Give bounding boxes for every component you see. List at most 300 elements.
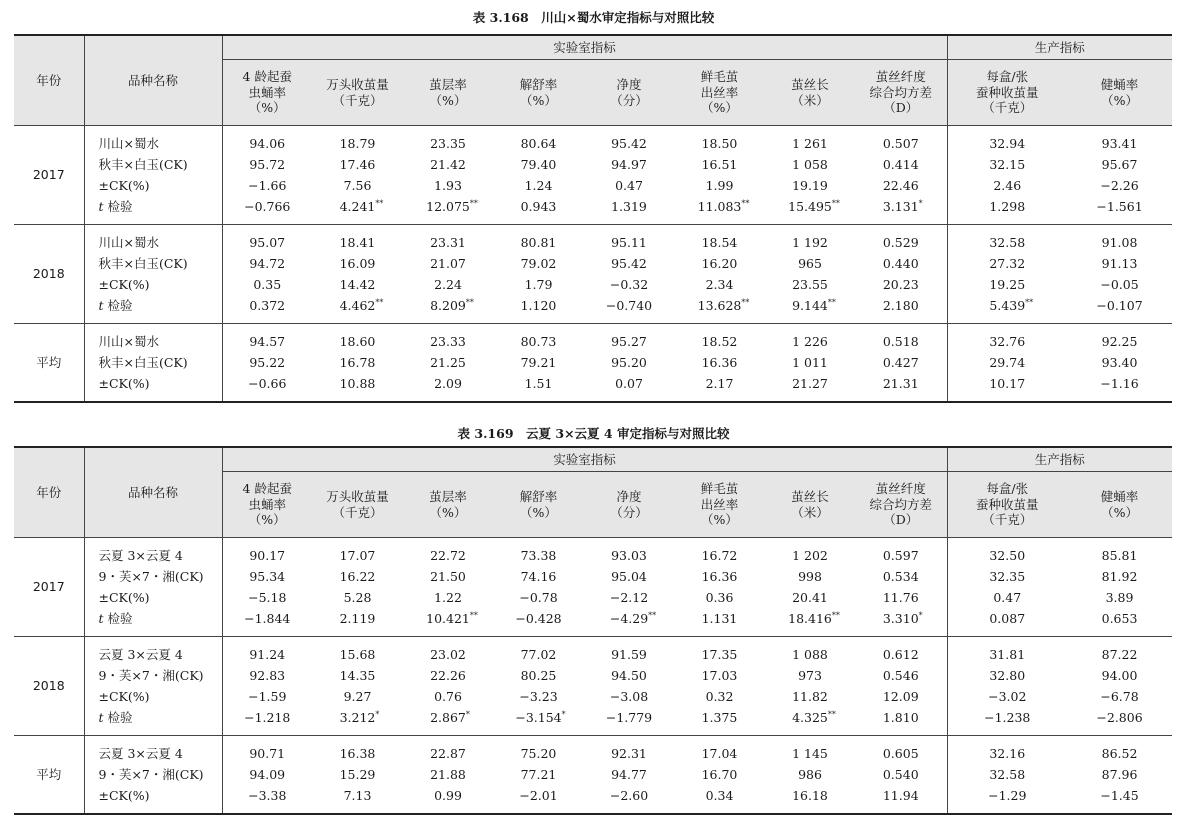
value: −0.32: [609, 277, 649, 292]
value: 92.83: [249, 668, 286, 683]
value: 21.31: [882, 376, 919, 391]
value: 75.20: [520, 746, 557, 761]
value-cell: [222, 736, 312, 815]
column-header: 解舒率 （%）: [493, 60, 584, 126]
value: 1 202: [792, 548, 828, 563]
value: 1.375: [701, 710, 738, 725]
value: 32.58: [989, 235, 1026, 250]
value-cell: 15.68 14.35 9.27 3.212*: [312, 637, 403, 736]
value: 77.21: [520, 767, 557, 782]
value: 0.943: [520, 199, 557, 214]
header-variety: 品种名称: [84, 35, 222, 126]
value-cell: [493, 324, 584, 403]
value: 21.88: [430, 767, 466, 782]
value: 973: [798, 668, 822, 683]
value: 0.518: [882, 334, 919, 349]
value-cell: [403, 324, 493, 403]
value-cell: [674, 736, 765, 815]
value: 32.50: [989, 548, 1026, 563]
value-cell: 0.507 0.414 22.46 3.131*: [855, 126, 947, 225]
value: 18.60: [339, 334, 376, 349]
value-cell: [947, 324, 1067, 403]
value: 8.209: [430, 298, 466, 313]
value-cell: 32.58 27.32 19.25 5.439**: [947, 225, 1067, 324]
value: 22.46: [882, 178, 919, 193]
value: 87.22: [1101, 647, 1138, 662]
value: 0.47: [993, 590, 1022, 605]
value-cell: [584, 225, 674, 324]
value: 16.38: [339, 746, 376, 761]
value: −1.218: [244, 710, 291, 725]
value: 1 058: [792, 157, 828, 172]
value: 32.76: [989, 334, 1026, 349]
year-cell: 2017: [14, 538, 84, 637]
value: 11.82: [792, 689, 828, 704]
value-cell: [765, 736, 855, 815]
value: 21.42: [430, 157, 466, 172]
variety-label: 云夏 3×云夏 4: [98, 746, 183, 761]
value: 95.20: [611, 355, 647, 370]
value: 16.09: [339, 256, 376, 271]
value: 2.34: [705, 277, 734, 292]
value: 0.087: [989, 611, 1026, 626]
value: −0.740: [605, 298, 653, 313]
variety-label: ±CK(%): [98, 376, 150, 391]
year-cell: 平均: [14, 324, 84, 403]
value-cell: [1067, 225, 1172, 324]
value: −3.02: [988, 689, 1027, 704]
value: 94.00: [1101, 668, 1138, 683]
value: −1.561: [1096, 199, 1143, 214]
variety-label: t 检验: [98, 298, 133, 313]
value: 0.35: [253, 277, 282, 292]
value: −3.38: [248, 788, 287, 803]
value: 79.21: [520, 355, 557, 370]
year-cell: 2018: [14, 225, 84, 324]
value: 21.27: [792, 376, 828, 391]
value: 2.867: [430, 710, 466, 725]
value: −1.45: [1100, 788, 1139, 803]
value-cell: 23.02 22.26 0.76 2.867*: [403, 637, 493, 736]
value: 3.212: [339, 710, 376, 725]
value: 80.81: [520, 235, 557, 250]
column-header: 茧丝长 （米）: [765, 60, 855, 126]
value: 16.36: [701, 355, 738, 370]
value: 12.09: [882, 689, 919, 704]
value: 4.325: [792, 710, 828, 725]
value: 1 192: [792, 235, 828, 250]
value: 15.495: [788, 199, 832, 214]
value: 94.77: [611, 767, 647, 782]
value: 1.22: [434, 590, 462, 605]
column-header: 茧丝长 （米）: [765, 472, 855, 538]
value: 79.40: [520, 157, 557, 172]
value: 95.22: [249, 355, 286, 370]
value: 11.76: [882, 590, 919, 605]
value: 93.03: [611, 548, 647, 563]
value: 12.075: [426, 199, 470, 214]
value: 29.74: [989, 355, 1026, 370]
data-table: [14, 446, 1172, 815]
header-lab-indicators: 实验室指标: [222, 35, 947, 60]
value: −6.78: [1100, 689, 1139, 704]
value: −2.60: [609, 788, 649, 803]
value: 1.24: [524, 178, 553, 193]
column-header: 净度 （分）: [584, 60, 674, 126]
value: 23.35: [430, 136, 466, 151]
value: 79.02: [520, 256, 557, 271]
value: −1.16: [1100, 376, 1139, 391]
value: 95.04: [611, 569, 647, 584]
column-header: 每盒/张 蚕种收茧量 （千克）: [947, 472, 1067, 538]
value-cell: [674, 538, 765, 637]
value: −2.01: [519, 788, 558, 803]
value: 965: [798, 256, 822, 271]
value: −3.23: [519, 689, 558, 704]
value: 0.36: [705, 590, 734, 605]
value: 95.72: [249, 157, 286, 172]
value: 95.27: [611, 334, 647, 349]
value: 85.81: [1101, 548, 1138, 563]
value: −5.18: [248, 590, 287, 605]
value: 32.94: [989, 136, 1026, 151]
value: 87.96: [1101, 767, 1138, 782]
value: 23.31: [430, 235, 466, 250]
value: 20.41: [792, 590, 828, 605]
variety-cell: [84, 126, 222, 225]
value: 32.15: [989, 157, 1026, 172]
header-variety: 品种名称: [84, 447, 222, 538]
value: 32.80: [989, 668, 1026, 683]
value-cell: 18.79 17.46 7.56 4.241**: [312, 126, 403, 225]
value-cell: [674, 637, 765, 736]
value: 5.28: [343, 590, 372, 605]
value: 0.597: [882, 548, 919, 563]
value: 80.73: [520, 334, 557, 349]
value-cell: [947, 538, 1067, 637]
value: −2.26: [1100, 178, 1139, 193]
variety-label: 云夏 3×云夏 4: [98, 548, 183, 563]
value: 0.414: [882, 157, 919, 172]
value-cell: [947, 637, 1067, 736]
value: −2.12: [609, 590, 649, 605]
column-header: 万头收茧量 （千克）: [312, 60, 403, 126]
column-header: 健蛹率 （%）: [1067, 472, 1172, 538]
value: 18.41: [339, 235, 376, 250]
value: 0.440: [882, 256, 919, 271]
value-cell: [855, 324, 947, 403]
value: 16.36: [701, 569, 738, 584]
column-header: 茧层率 （%）: [403, 472, 493, 538]
value: 1.298: [989, 199, 1026, 214]
value-cell: [1067, 324, 1172, 403]
column-header: 万头收茧量 （千克）: [312, 472, 403, 538]
column-header: 每盒/张 蚕种收茧量 （千克）: [947, 60, 1067, 126]
column-header: 健蛹率 （%）: [1067, 60, 1172, 126]
column-header: 解舒率 （%）: [493, 472, 584, 538]
value-cell: [493, 225, 584, 324]
value: −0.05: [1100, 277, 1139, 292]
value: 94.97: [611, 157, 647, 172]
value: 22.72: [430, 548, 466, 563]
value: 0.540: [882, 767, 919, 782]
variety-cell: [84, 324, 222, 403]
value: 32.58: [989, 767, 1026, 782]
value: 2.17: [705, 376, 734, 391]
value: 80.64: [520, 136, 557, 151]
value: 94.57: [249, 334, 286, 349]
value: 16.20: [701, 256, 738, 271]
year-cell: 2018: [14, 637, 84, 736]
value-cell: [1067, 538, 1172, 637]
variety-label: 秋丰×白玉(CK): [98, 355, 188, 370]
value-cell: [493, 126, 584, 225]
value: 9.144: [792, 298, 828, 313]
variety-label: t 检验: [98, 199, 133, 214]
value: 18.54: [701, 235, 738, 250]
value: 21.07: [430, 256, 466, 271]
value: 0.76: [434, 689, 462, 704]
value: 3.310: [882, 611, 919, 626]
value: 18.50: [701, 136, 738, 151]
value-cell: 93.03 95.04 −2.12 −4.29**: [584, 538, 674, 637]
value-cell: [855, 736, 947, 815]
value: 10.421: [426, 611, 470, 626]
value: 0.653: [1101, 611, 1138, 626]
table-caption: 表 3.168 川山×蜀水审定指标与对照比较: [472, 10, 715, 25]
value: 18.52: [701, 334, 738, 349]
column-header: 茧丝纤度 综合均方差 （D）: [855, 60, 947, 126]
value: 1 226: [792, 334, 828, 349]
value: 2.09: [434, 376, 462, 391]
value: 986: [798, 767, 822, 782]
value: 14.42: [339, 277, 376, 292]
header-year: 年份: [14, 447, 84, 538]
value: −1.844: [244, 611, 291, 626]
value: 32.35: [989, 569, 1026, 584]
value: 1.93: [434, 178, 462, 193]
variety-label: 川山×蜀水: [98, 334, 159, 349]
value-cell: 22.72 21.50 1.22 10.421**: [403, 538, 493, 637]
value: 18.416: [788, 611, 832, 626]
value-cell: [855, 225, 947, 324]
value-cell: [1067, 637, 1172, 736]
value: 20.23: [882, 277, 919, 292]
column-header: 鲜毛茧 出丝率 （%）: [674, 472, 765, 538]
variety-cell: [84, 225, 222, 324]
value: −2.806: [1096, 710, 1143, 725]
value: 2.46: [993, 178, 1022, 193]
header-year: 年份: [14, 35, 84, 126]
value: 95.67: [1101, 157, 1138, 172]
value: 0.605: [882, 746, 919, 761]
value: 92.25: [1101, 334, 1138, 349]
value-cell: [674, 324, 765, 403]
year-cell: 2017: [14, 126, 84, 225]
value: −1.779: [605, 710, 653, 725]
value: 5.439: [989, 298, 1026, 313]
value: 15.29: [339, 767, 376, 782]
value: 94.50: [611, 668, 647, 683]
value-cell: 1 192 965 23.55 9.144**: [765, 225, 855, 324]
value: 81.92: [1101, 569, 1138, 584]
column-header: 净度 （分）: [584, 472, 674, 538]
value: 15.68: [339, 647, 376, 662]
value: 16.72: [701, 548, 738, 563]
value-cell: [222, 637, 312, 736]
value: 95.42: [611, 136, 647, 151]
value: 16.78: [339, 355, 376, 370]
value-cell: [312, 538, 403, 637]
value: 7.13: [343, 788, 372, 803]
value: 2.24: [434, 277, 462, 292]
value: 95.11: [611, 235, 647, 250]
value: 1.51: [524, 376, 553, 391]
value: 95.42: [611, 256, 647, 271]
value: 0.529: [882, 235, 919, 250]
value: 16.70: [701, 767, 738, 782]
value: 1.131: [701, 611, 738, 626]
variety-cell: [84, 736, 222, 815]
value: 0.47: [615, 178, 643, 193]
variety-label: ±CK(%): [98, 277, 150, 292]
value: 3.131: [882, 199, 919, 214]
value: 11.083: [697, 199, 742, 214]
value: 0.546: [882, 668, 919, 683]
value: 2.180: [882, 298, 919, 313]
value-cell: [584, 736, 674, 815]
value: 32.16: [989, 746, 1026, 761]
value: 91.59: [611, 647, 647, 662]
value: 86.52: [1101, 746, 1138, 761]
value: 1.99: [705, 178, 734, 193]
value: 0.372: [249, 298, 286, 313]
value-cell: [493, 736, 584, 815]
variety-label: 川山×蜀水: [98, 136, 159, 151]
value-cell: [584, 637, 674, 736]
value-cell: [1067, 736, 1172, 815]
value: 16.22: [339, 569, 376, 584]
value: 22.26: [430, 668, 466, 683]
value: 91.08: [1101, 235, 1138, 250]
value: −3.08: [609, 689, 649, 704]
value: 17.46: [339, 157, 376, 172]
table-caption: 表 3.169 云夏 3×云夏 4 审定指标与对照比较: [457, 426, 730, 441]
value: 0.99: [434, 788, 462, 803]
value-cell: [493, 538, 584, 637]
value-cell: 1 088 973 11.82 4.325**: [765, 637, 855, 736]
value: 19.25: [989, 277, 1026, 292]
value: 18.79: [339, 136, 376, 151]
value: 74.16: [520, 569, 557, 584]
value: 93.41: [1101, 136, 1138, 151]
variety-label: ±CK(%): [98, 178, 150, 193]
value: 73.38: [520, 548, 557, 563]
value-cell: 18.50 16.51 1.99 11.083**: [674, 126, 765, 225]
variety-label: 9・芙×7・湘(CK): [98, 569, 204, 584]
value: 21.50: [430, 569, 466, 584]
value-cell: [403, 736, 493, 815]
value: 1.810: [882, 710, 919, 725]
value: −1.59: [248, 689, 287, 704]
value-cell: [947, 736, 1067, 815]
variety-label: ±CK(%): [98, 788, 150, 803]
value-cell: [222, 538, 312, 637]
value-cell: [222, 324, 312, 403]
header-production-indicators: 生产指标: [947, 35, 1172, 60]
value: 21.25: [430, 355, 466, 370]
value: 17.35: [701, 647, 738, 662]
variety-label: t 检验: [98, 611, 133, 626]
variety-cell: [84, 637, 222, 736]
column-header: 鲜毛茧 出丝率 （%）: [674, 60, 765, 126]
value-cell: 0.597 0.534 11.76 3.310*: [855, 538, 947, 637]
value-cell: 18.54 16.20 2.34 13.628**: [674, 225, 765, 324]
variety-label: ±CK(%): [98, 689, 150, 704]
value: 90.17: [249, 548, 286, 563]
value: −0.107: [1096, 298, 1143, 313]
value: 91.24: [249, 647, 286, 662]
value: 1 088: [792, 647, 828, 662]
value: 23.02: [430, 647, 466, 662]
value: 92.31: [611, 746, 647, 761]
value-cell: [947, 126, 1067, 225]
value-cell: [312, 736, 403, 815]
value: 17.03: [701, 668, 738, 683]
value: 0.534: [882, 569, 919, 584]
variety-label: t 检验: [98, 710, 133, 725]
value: 1 145: [792, 746, 828, 761]
value: 0.34: [705, 788, 734, 803]
value: 80.25: [520, 668, 557, 683]
year-cell: 平均: [14, 736, 84, 815]
value-cell: [312, 324, 403, 403]
value: 1 011: [792, 355, 828, 370]
value: 17.07: [339, 548, 376, 563]
value: 14.35: [339, 668, 376, 683]
value: 3.89: [1105, 590, 1134, 605]
value: 93.40: [1101, 355, 1138, 370]
value: 11.94: [882, 788, 919, 803]
value: 1.79: [524, 277, 553, 292]
value: −0.766: [244, 199, 291, 214]
value: 95.07: [249, 235, 286, 250]
value: 77.02: [520, 647, 557, 662]
column-header: 4 龄起蚕 虫蛹率 （%）: [222, 472, 312, 538]
column-header: 茧丝纤度 综合均方差 （D）: [855, 472, 947, 538]
value: 27.32: [989, 256, 1026, 271]
column-header: 茧层率 （%）: [403, 60, 493, 126]
variety-label: 9・芙×7・湘(CK): [98, 767, 204, 782]
value: 91.13: [1101, 256, 1138, 271]
value: 0.427: [882, 355, 919, 370]
value: 0.507: [882, 136, 919, 151]
value: 16.51: [701, 157, 738, 172]
value-cell: 18.41 16.09 14.42 4.462**: [312, 225, 403, 324]
value-cell: [222, 126, 312, 225]
value: 4.462: [339, 298, 376, 313]
value: 13.628: [697, 298, 742, 313]
value: 7.56: [343, 178, 372, 193]
value: −3.154: [515, 710, 562, 725]
variety-label: 9・芙×7・湘(CK): [98, 668, 204, 683]
value-cell: 23.35 21.42 1.93 12.075**: [403, 126, 493, 225]
variety-label: 秋丰×白玉(CK): [98, 157, 188, 172]
value-cell: 77.02 80.25 −3.23 −3.154*: [493, 637, 584, 736]
variety-cell: [84, 538, 222, 637]
data-table: [14, 34, 1172, 403]
value: 1.120: [520, 298, 557, 313]
